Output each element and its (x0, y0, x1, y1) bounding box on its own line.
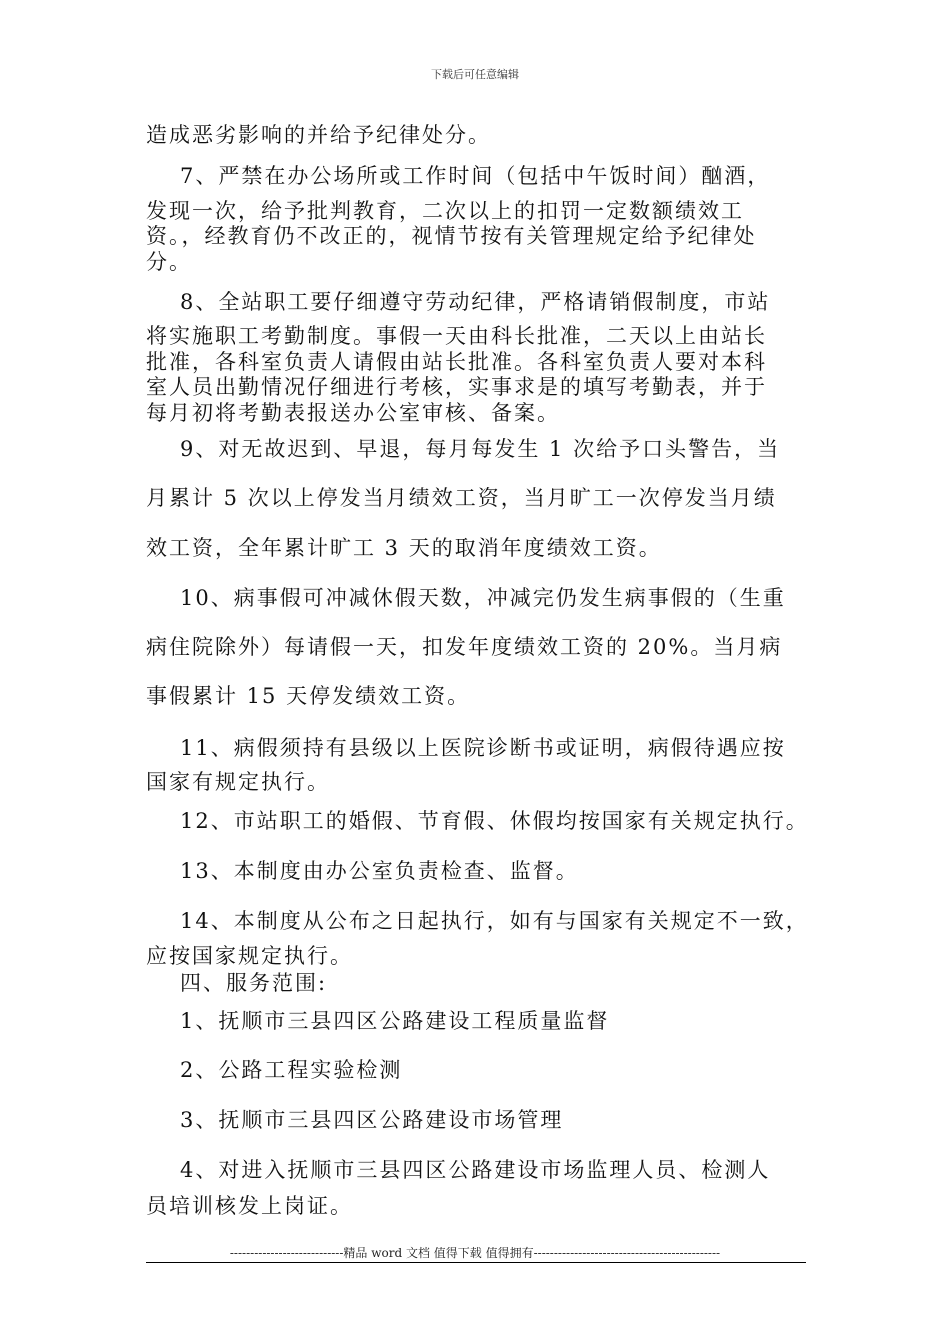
text-line: 发现一次，给予批判教育，二次以上的扣罚一定数额绩效工 (146, 199, 744, 223)
text-line: 分。 (146, 250, 192, 274)
text-line: 月累计 5 次以上停发当月绩效工资，当月旷工一次停发当月绩 (146, 486, 777, 510)
text-line: 资。，经教育仍不改正的，视情节按有关管理规定给予纪律处 (146, 224, 757, 248)
page-footer: ----------------------------精品 word 文档 值得下载 值得拥有---------------------------------------------- (229, 1246, 721, 1260)
page-header: 下载后可任意编辑 (431, 68, 519, 81)
text-line: 造成恶劣影响的并给予纪律处分。 (146, 123, 491, 147)
text-line: 室人员出勤情况仔细进行考核，实事求是的填写考勤表，并于 (146, 375, 767, 399)
text-line: 每月初将考勤表报送办公室审核、备案。 (146, 401, 560, 425)
text-line: 12、市站职工的婚假、节育假、休假均按国家有关规定执行。 (180, 809, 809, 833)
text-line: 员培训核发上岗证。 (146, 1194, 353, 1218)
text-line: 14、本制度从公布之日起执行，如有与国家有关规定不一致， (180, 909, 809, 933)
text-line: 7、严禁在办公场所或工作时间（包括中午饭时间）酗酒， (180, 164, 771, 188)
text-line: 13、本制度由办公室负责检查、监督。 (180, 859, 579, 883)
footer-divider (146, 1262, 806, 1263)
text-line: 8、全站职工要仔细遵守劳动纪律，严格请销假制度，市站 (180, 290, 771, 314)
text-line: 11、病假须持有县级以上医院诊断书或证明，病假待遇应按 (180, 736, 786, 760)
text-line: 批准，各科室负责人请假由站长批准。各科室负责人要对本科 (146, 350, 767, 374)
text-line: 4、对进入抚顺市三县四区公路建设市场监理人员、检测人 (180, 1158, 771, 1182)
text-line: 1、抚顺市三县四区公路建设工程质量监督 (180, 1009, 610, 1033)
text-line: 国家有规定执行。 (146, 770, 330, 794)
text-line: 将实施职工考勤制度。事假一天由科长批准，二天以上由站长 (146, 324, 767, 348)
text-line: 事假累计 15 天停发绩效工资。 (146, 684, 471, 708)
text-line: 病住院除外）每请假一天，扣发年度绩效工资的 20%。当月病 (146, 635, 783, 659)
text-line: 应按国家规定执行。 (146, 944, 353, 968)
text-line: 9、对无故迟到、早退，每月每发生 1 次给予口头警告，当 (180, 437, 781, 461)
text-line: 3、抚顺市三县四区公路建设市场管理 (180, 1108, 564, 1132)
section-heading: 四、服务范围: (180, 971, 328, 995)
text-line: 10、病事假可冲减休假天数，冲减完仍发生病事假的（生重 (180, 586, 786, 610)
text-line: 2、公路工程实验检测 (180, 1058, 403, 1082)
text-line: 效工资，全年累计旷工 3 天的取消年度绩效工资。 (146, 536, 662, 560)
